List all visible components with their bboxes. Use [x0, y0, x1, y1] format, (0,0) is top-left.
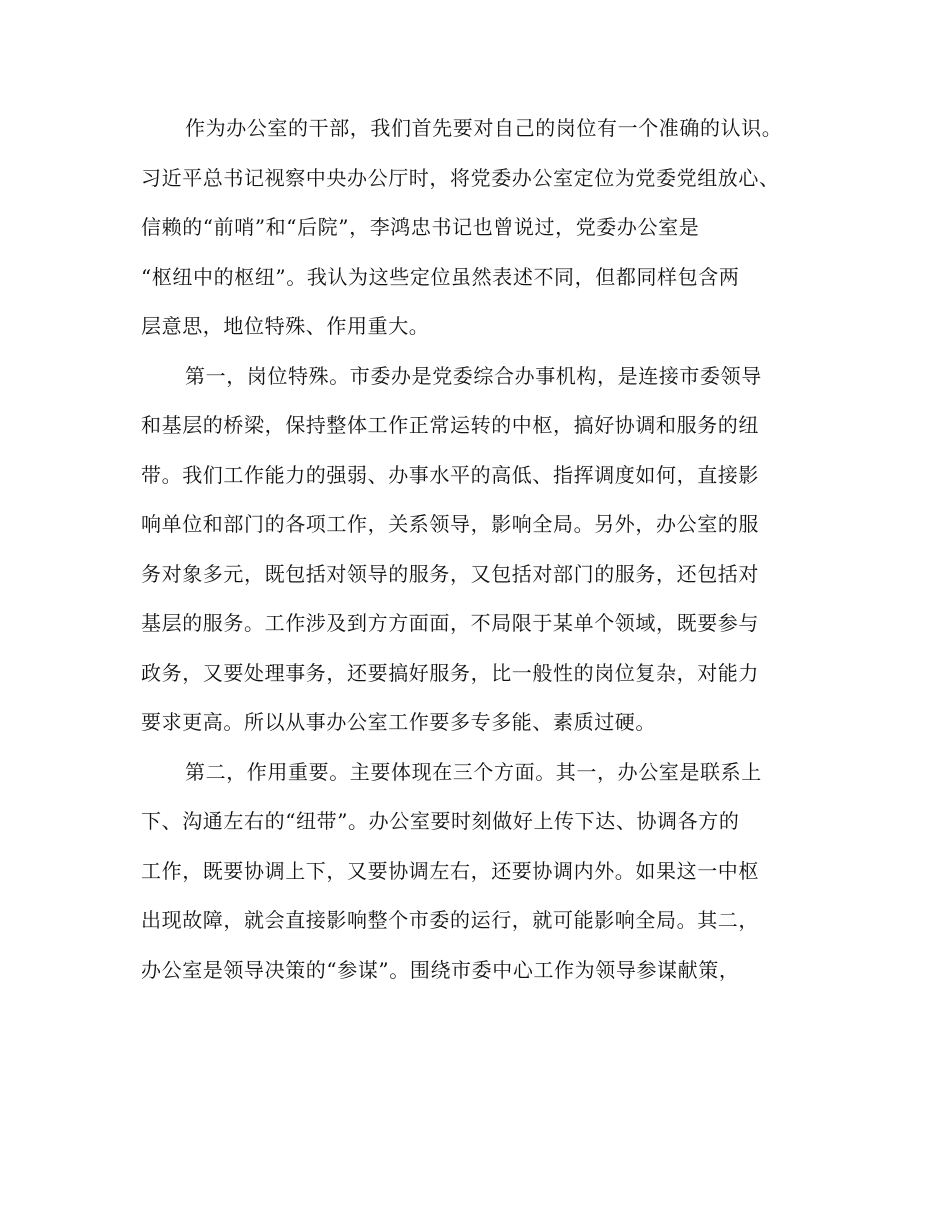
text-line: 工作，既要协调上下，又要协调左右，还要协调内外。如果这一中枢	[141, 858, 759, 883]
text-line: 办公室是领导决策的“参谋”。围绕市委中心工作为领导参谋献策，	[141, 957, 740, 982]
text-line: 带。我们工作能力的强弱、办事水平的高低、指挥调度如何，直接影	[141, 462, 759, 487]
text-line: 政务，又要处理事务，还要搞好服务，比一般性的岗位复杂，对能力	[141, 660, 759, 685]
text-line: 出现故障，就会直接影响整个市委的运行，就可能影响全局。其二，	[141, 908, 759, 932]
text-line: 和基层的桥梁，保持整体工作正常运转的中枢，搞好协调和服务的纽	[141, 413, 759, 437]
text-line: “枢纽中的枢纽”。我认为这些定位虽然表述不同，但都同样包含两	[141, 264, 740, 289]
text-line: 务对象多元，既包括对领导的服务，又包括对部门的服务，还包括对	[141, 561, 759, 586]
text-line: 下、沟通左右的“纽带”。办公室要时刻做好上传下达、协调各方的	[141, 809, 740, 833]
text-line: 第一，岗位特殊。市委办是党委综合办事机构，是连接市委领导	[185, 363, 762, 388]
paragraph-1	[141, 104, 803, 352]
paragraph-3	[141, 748, 803, 996]
document-body	[141, 104, 803, 995]
text-line: 信赖的“前哨”和“后院”，李鸿忠书记也曾说过，党委办公室是	[141, 215, 700, 239]
text-line: 层意思，地位特殊、作用重大。	[141, 314, 430, 338]
text-line: 习近平总书记视察中央办公厅时，将党委办公室定位为党委党组放心、	[141, 165, 780, 190]
text-line: 响单位和部门的各项工作，关系领导，影响全局。另外，办公室的服	[141, 512, 759, 536]
text-line: 第二，作用重要。主要体现在三个方面。其一，办公室是联系上	[185, 759, 762, 784]
text-line: 基层的服务。工作涉及到方方面面，不局限于某单个领域，既要参与	[141, 611, 759, 635]
text-line: 作为办公室的干部，我们首先要对自己的岗位有一个准确的认识。	[185, 116, 783, 140]
paragraph-2	[141, 352, 803, 748]
text-line: 要求更高。所以从事办公室工作要多专多能、素质过硬。	[141, 710, 656, 734]
